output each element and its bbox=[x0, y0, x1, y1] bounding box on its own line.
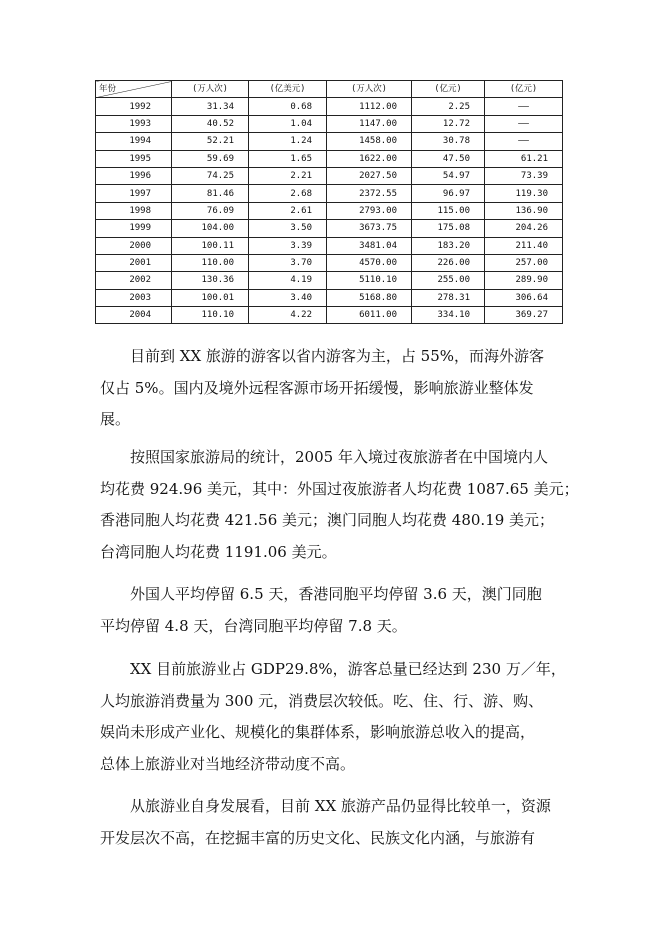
table-cell: 110.10 bbox=[172, 307, 249, 324]
table-cell: 3.70 bbox=[249, 254, 327, 271]
table-cell: 2.25 bbox=[412, 98, 485, 115]
table-cell: 5110.10 bbox=[327, 272, 412, 289]
table-cell: 2.61 bbox=[249, 202, 327, 219]
year-cell: 2001 bbox=[96, 254, 172, 271]
table-cell: 1.24 bbox=[249, 133, 327, 150]
table-row bbox=[96, 185, 563, 202]
paragraph-line: XX 目前旅游业占 GDP29.8%，游客总量已经达到 230 万／年， bbox=[130, 660, 566, 678]
table-cell: 61.21 bbox=[485, 150, 563, 167]
table-row bbox=[96, 307, 563, 324]
paragraph-line: 从旅游业自身发展看，目前 XX 旅游产品仍显得比较单一，资源 bbox=[130, 797, 551, 815]
paragraph-line: 展。 bbox=[100, 410, 131, 428]
table-cell: 100.11 bbox=[172, 237, 249, 254]
table-cell: 2027.50 bbox=[327, 167, 412, 184]
paragraph-average-stay bbox=[100, 579, 570, 642]
table-row bbox=[96, 150, 563, 167]
year-cell: 1998 bbox=[96, 202, 172, 219]
table-cell: 40.52 bbox=[172, 115, 249, 132]
year-cell: 1994 bbox=[96, 133, 172, 150]
paragraph-line: 香港同胞人均花费 421.56 美元；澳门同胞人均花费 480.19 美元； bbox=[100, 511, 555, 529]
year-cell: 2002 bbox=[96, 272, 172, 289]
table-cell: 3.50 bbox=[249, 220, 327, 237]
table-row bbox=[96, 115, 563, 132]
paragraph-line: 台湾同胞人均花费 1191.06 美元。 bbox=[100, 542, 337, 561]
table-row bbox=[96, 220, 563, 237]
paragraph-inbound-spending bbox=[100, 442, 579, 568]
table-cell: 1.65 bbox=[249, 150, 327, 167]
table-cell: 130.36 bbox=[172, 272, 249, 289]
paragraph-line: 人均旅游消费量为 300 元，消费层次较低。吃、住、行、游、购、 bbox=[100, 691, 544, 710]
table-cell: 1147.00 bbox=[327, 115, 412, 132]
table-cell: 110.00 bbox=[172, 254, 249, 271]
year-cell: 1992 bbox=[96, 98, 172, 115]
year-cell: 1999 bbox=[96, 220, 172, 237]
table-row bbox=[96, 98, 563, 115]
table-cell: 119.30 bbox=[485, 185, 563, 202]
table-cell: 74.25 bbox=[172, 167, 249, 184]
table-cell: 3.40 bbox=[249, 289, 327, 306]
table-cell: 1.04 bbox=[249, 115, 327, 132]
table-row bbox=[96, 237, 563, 254]
table-cell: 100.01 bbox=[172, 289, 249, 306]
table-cell: 54.97 bbox=[412, 167, 485, 184]
table-cell: 76.09 bbox=[172, 202, 249, 219]
header-cell-year: 年份 bbox=[96, 81, 172, 98]
table-row bbox=[96, 289, 563, 306]
table-cell: 175.08 bbox=[412, 220, 485, 237]
table-cell: 3673.75 bbox=[327, 220, 412, 237]
table-cell: 4.19 bbox=[249, 272, 327, 289]
table-cell: 369.27 bbox=[485, 307, 563, 324]
table-cell: 104.00 bbox=[172, 220, 249, 237]
table-cell: 47.50 bbox=[412, 150, 485, 167]
table-cell: 3.39 bbox=[249, 237, 327, 254]
year-cell: 1996 bbox=[96, 167, 172, 184]
table-cell: 52.21 bbox=[172, 133, 249, 150]
table-body bbox=[96, 81, 563, 324]
paragraph-tourism-gdp bbox=[100, 654, 570, 780]
table-cell: —— bbox=[485, 98, 563, 115]
table-cell: 2372.55 bbox=[327, 185, 412, 202]
table-row bbox=[96, 254, 563, 271]
table-row bbox=[96, 272, 563, 289]
table-cell: —— bbox=[485, 115, 563, 132]
paragraph-line: 总体上旅游业对当地经济带动度不高。 bbox=[100, 754, 356, 773]
table-cell: 334.10 bbox=[412, 307, 485, 324]
table-cell: 3481.04 bbox=[327, 237, 412, 254]
year-cell: 2003 bbox=[96, 289, 172, 306]
table-cell: 12.72 bbox=[412, 115, 485, 132]
table-row bbox=[96, 167, 563, 184]
table-cell: 255.00 bbox=[412, 272, 485, 289]
paragraph-line: 平均停留 4.8 天，台湾同胞平均停留 7.8 天。 bbox=[100, 616, 407, 635]
paragraph-line: 外国人平均停留 6.5 天，香港同胞平均停留 3.6 天，澳门同胞 bbox=[130, 585, 542, 603]
header-cell: (万人次) bbox=[172, 81, 249, 98]
table-cell: 5168.80 bbox=[327, 289, 412, 306]
table-cell: 278.31 bbox=[412, 289, 485, 306]
table-cell: 1622.00 bbox=[327, 150, 412, 167]
paragraph-line: 仅占 5%。国内及境外远程客源市场开拓缓慢，影响旅游业整体发 bbox=[100, 378, 534, 397]
year-cell: 1995 bbox=[96, 150, 172, 167]
paragraph-line: 开发层次不高，在挖掘丰富的历史文化、民族文化内涵，与旅游有 bbox=[100, 828, 536, 847]
header-cell: (亿元) bbox=[412, 81, 485, 98]
paragraph-product-development bbox=[100, 791, 570, 854]
table-cell: 115.00 bbox=[412, 202, 485, 219]
table-cell: 6011.00 bbox=[327, 307, 412, 324]
table-cell: 211.40 bbox=[485, 237, 563, 254]
table-cell: 1458.00 bbox=[327, 133, 412, 150]
table-cell: 289.90 bbox=[485, 272, 563, 289]
table-cell: 1112.00 bbox=[327, 98, 412, 115]
table-row bbox=[96, 202, 563, 219]
table-cell: 30.78 bbox=[412, 133, 485, 150]
paragraph-visitor-source bbox=[100, 341, 570, 436]
year-cell: 2000 bbox=[96, 237, 172, 254]
table-cell: 136.90 bbox=[485, 202, 563, 219]
table-cell: —— bbox=[485, 133, 563, 150]
paragraph-line: 按照国家旅游局的统计，2005 年入境过夜旅游者在中国境内人 bbox=[130, 448, 548, 466]
paragraph-line: 均花费 924.96 美元，其中：外国过夜旅游者人均花费 1087.65 美元； bbox=[100, 479, 579, 498]
table-cell: 2793.00 bbox=[327, 202, 412, 219]
table-cell: 183.20 bbox=[412, 237, 485, 254]
table-cell: 4570.00 bbox=[327, 254, 412, 271]
table-header-row bbox=[96, 81, 563, 98]
table-cell: 59.69 bbox=[172, 150, 249, 167]
table-cell: 73.39 bbox=[485, 167, 563, 184]
year-cell: 2004 bbox=[96, 307, 172, 324]
table-cell: 306.64 bbox=[485, 289, 563, 306]
table-cell: 81.46 bbox=[172, 185, 249, 202]
paragraph-line: 目前到 XX 旅游的游客以省内游客为主，占 55%，而海外游客 bbox=[130, 347, 545, 365]
tourism-statistics-table bbox=[95, 80, 563, 324]
table-cell: 2.68 bbox=[249, 185, 327, 202]
table-row bbox=[96, 133, 563, 150]
table-cell: 226.00 bbox=[412, 254, 485, 271]
table-cell: 4.22 bbox=[249, 307, 327, 324]
paragraph-line: 娱尚未形成产业化、规模化的集群体系，影响旅游总收入的提高， bbox=[100, 723, 536, 741]
table-cell: 2.21 bbox=[249, 167, 327, 184]
table-cell: 257.00 bbox=[485, 254, 563, 271]
header-cell: (亿美元) bbox=[249, 81, 327, 98]
table-cell: 31.34 bbox=[172, 98, 249, 115]
table-cell: 96.97 bbox=[412, 185, 485, 202]
header-cell: (亿元) bbox=[485, 81, 563, 98]
year-cell: 1993 bbox=[96, 115, 172, 132]
table-cell: 0.68 bbox=[249, 98, 327, 115]
header-cell: (万人次) bbox=[327, 81, 412, 98]
table-cell: 204.26 bbox=[485, 220, 563, 237]
year-cell: 1997 bbox=[96, 185, 172, 202]
